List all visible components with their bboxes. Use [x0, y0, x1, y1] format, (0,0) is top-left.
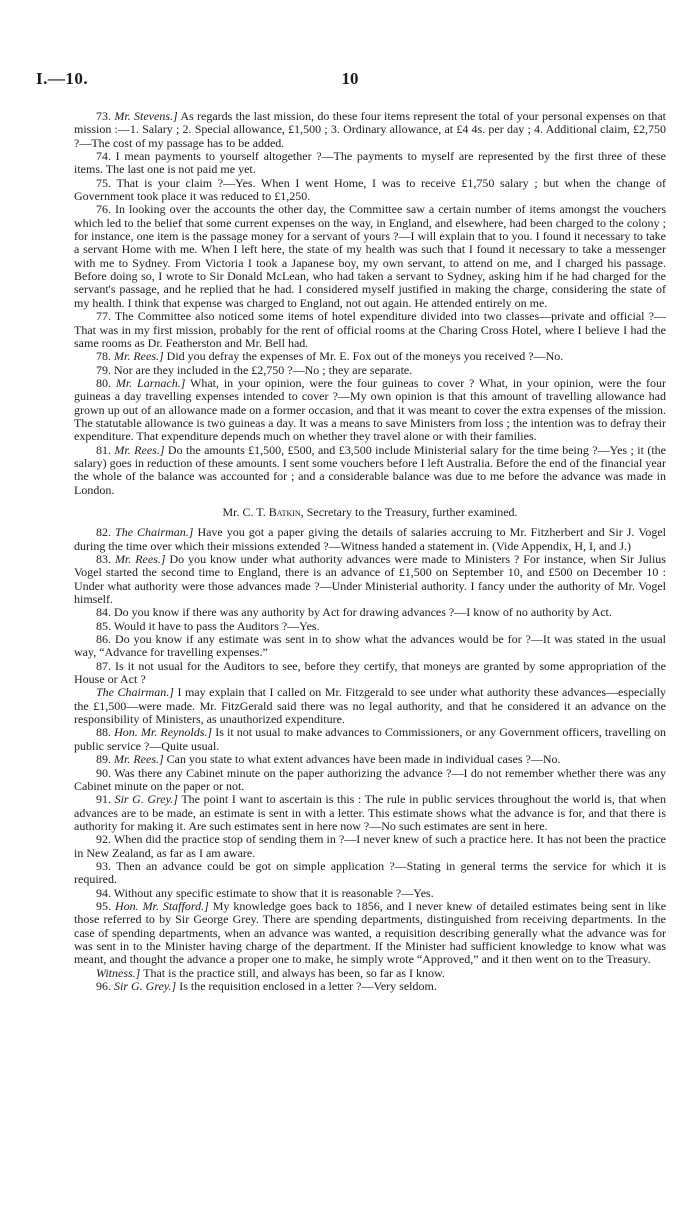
speaker-name: Mr. Rees.] — [114, 349, 164, 364]
question-number: 92. — [96, 832, 111, 847]
question-number: 77. — [96, 309, 111, 324]
question-number: 81. — [96, 442, 111, 457]
question-number: 75. — [96, 175, 111, 190]
testimony-paragraph — [74, 364, 666, 377]
paragraph-text: Would it have to pass the Auditors ?—Yes. — [113, 618, 320, 633]
question-number: 78. — [96, 349, 111, 364]
testimony-paragraph — [74, 726, 666, 753]
paragraph-text: Do you know if any estimate was sent in to show what the advances would be for ?—It was stated in the usual way, “Advance for travelling expenses.” — [74, 632, 666, 660]
testimony-paragraph — [74, 793, 666, 833]
paragraph-text: Without any specific estimate to show that it is reasonable ?—Yes. — [113, 885, 434, 900]
page-number: 10 — [341, 69, 359, 88]
paragraph-text: That is the practice still, and always has been, so far as I know. — [143, 965, 445, 980]
speaker-name: Mr. Stevens.] — [114, 109, 178, 123]
heading-prefix: Mr. C. T. — [222, 504, 266, 519]
paragraph-text: Do you know under what authority advances were made to Ministers ? For instance, when Sir Julius Vogel started the second time to England, there is an advance of £1,500 on September 10, and £500 on December 10 : Under what authority were those advances made ?—Under Ministerial authority. I fancy under the authority of Mr. Vogel himself. — [74, 552, 666, 607]
question-number: 82. — [96, 525, 111, 540]
speaker-name: The Chairman.] — [96, 685, 174, 700]
paragraph-text: Then an advance could be got on simple application ?—Stating in general terms the service for which it is required. — [74, 858, 666, 887]
speaker-name: Mr. Larnach.] — [115, 375, 186, 390]
question-number: 73. — [96, 109, 111, 123]
testimony-paragraph — [74, 203, 666, 310]
speaker-name: Sir G. Grey.] — [114, 792, 178, 807]
paragraph-text: Was there any Cabinet minute on the paper authorizing the advance ?—I do not remember whether there was any Cabinet minute on the paper or not. — [74, 765, 666, 793]
paragraph-text: Is it not usual to make advances to Commissioners, or any Government officers, travelling on public service ?—Quite usual. — [74, 725, 667, 753]
question-number: 76. — [96, 202, 111, 217]
document-id: I.—10. — [36, 69, 89, 88]
paragraph-text: Did you defray the expenses of Mr. E. Fox out of the moneys you received ?—No. — [166, 349, 564, 364]
testimony-section-a — [74, 110, 666, 497]
paragraph-text: Do you know if there was any authority by Act for drawing advances ?—I know of no authority by Act. — [114, 605, 612, 620]
testimony-paragraph — [74, 606, 666, 619]
question-number: 88. — [96, 725, 111, 740]
question-number: 80. — [96, 375, 111, 390]
question-number: 74. — [96, 149, 111, 164]
testimony-paragraph — [74, 620, 666, 633]
testimony-paragraph — [74, 967, 666, 980]
testimony-paragraph — [74, 900, 666, 967]
witness-heading — [74, 506, 666, 519]
testimony-paragraph — [74, 553, 666, 606]
paragraph-text: The Committee also noticed some items of hotel expenditure divided into two classes—private and official ?—That was in my first mission, probably for the rent of official rooms at the Charing Cross Hotel, where I believe I had the same rooms as Dr. Featherston and Mr. Bell had. — [74, 309, 666, 350]
testimony-section-b — [74, 526, 666, 993]
paragraph-text: As regards the last mission, do these four items represent the total of your personal expenses on that mission :—1. Salary ; 2. Special allowance, £1,500 ; 3. Ordinary allowance, at £4 4s. per day ; 4. Additional claim, £2,750 ?—The cost of my passage has to be added. — [74, 109, 666, 150]
testimony-paragraph — [74, 633, 666, 660]
paragraph-text: What, in your opinion, were the four guineas to cover ? What, in your opinion, were the four guineas a day travelling expenses intended to cover ?—My own opinion is that this amount of travelling allowance had grown up out of an allowance made on a former occasion, and that it was meant to cover the extra expenses of the mission. The statutable allowance is two guineas a day. It was a means to save Ministers from loss ; the intention was to defray their expenditure. That expenditure depends much on whether they travel alone or with their families. — [74, 375, 666, 444]
testimony-paragraph — [74, 833, 666, 860]
heading-suffix: , Secretary to the Treasury, further examined. — [300, 504, 518, 519]
testimony-paragraph — [74, 526, 666, 553]
testimony-paragraph — [74, 660, 666, 687]
paragraph-text: That is your claim ?—Yes. When I went Home, I was to receive £1,750 salary ; but when the change of Government took place it was reduced to £1,250. — [74, 175, 666, 204]
page-body — [74, 110, 666, 993]
question-number: 90. — [96, 765, 111, 780]
testimony-paragraph — [74, 686, 666, 726]
question-number: 91. — [96, 792, 111, 807]
question-number: 85. — [96, 618, 111, 633]
speaker-name: Mr. Rees.] — [114, 552, 166, 566]
testimony-paragraph — [74, 150, 666, 177]
speaker-name: Hon. Mr. Reynolds.] — [114, 725, 213, 740]
question-number: 84. — [96, 605, 111, 620]
paragraph-text: I may explain that I called on Mr. Fitzgerald to see under what authority these advances—especially the £1,500—were made. Mr. FitzGerald said there was no legal authority, and that he considered it an advance on the responsibility of Ministers, as unauthorized expenditure. — [74, 685, 667, 727]
question-number: 87. — [96, 658, 111, 673]
question-number: 93. — [96, 858, 111, 873]
question-number: 86. — [96, 632, 111, 647]
question-number: 95. — [96, 898, 111, 913]
paragraph-text: Can you state to what extent advances have been made in individual cases ?—No. — [166, 752, 561, 767]
paragraph-text: When did the practice stop of sending them in ?—I never knew of such a practice here. It has not been the practice in New Zealand, as far as I am aware. — [74, 832, 666, 860]
paragraph-text: Is the requisition enclosed in a letter ?—Very seldom. — [179, 979, 437, 993]
question-number: 79. — [96, 362, 111, 377]
paragraph-text: Is it not usual for the Auditors to see, before they certify, that moneys are granted by some appropriation of the House or Act ? — [74, 658, 666, 687]
testimony-paragraph — [74, 980, 666, 993]
question-number: 83. — [96, 552, 111, 566]
speaker-name: The Chairman.] — [115, 525, 194, 540]
testimony-paragraph — [74, 110, 666, 150]
question-number: 96. — [96, 979, 111, 993]
speaker-name: Hon. Mr. Stafford.] — [114, 898, 209, 913]
paragraph-text: Nor are they included in the £2,750 ?—No ; they are separate. — [114, 362, 413, 377]
paragraph-text: Do the amounts £1,500, £500, and £3,500 include Ministerial salary for the time being ?—Yes ; it (the salary) goes in reduction of these amounts. I sent some vouchers before I left Australia. Before the end of the financial year the whole of the balance was accounted for ; and a considerable balance was due to me before the advance was made in London. — [74, 442, 666, 497]
page-header — [36, 69, 664, 92]
question-number: 94. — [96, 885, 111, 900]
speaker-name: Witness.] — [96, 965, 141, 980]
paragraph-text: Have you got a paper giving the details of salaries accruing to Mr. Fitzherbert and Sir J. Vogel during the time over which their missions extended ?—Witness handed a statement in. (Vide Appendix, H, I, and J.) — [74, 525, 667, 553]
speaker-name: Sir G. Grey.] — [114, 979, 177, 993]
testimony-paragraph — [74, 444, 666, 497]
question-number: 89. — [96, 752, 111, 767]
testimony-paragraph — [74, 860, 666, 887]
testimony-paragraph — [74, 310, 666, 350]
testimony-paragraph — [74, 753, 666, 766]
speaker-name: Mr. Rees.] — [114, 752, 164, 767]
testimony-paragraph — [74, 350, 666, 363]
speaker-name: Mr. Rees.] — [114, 442, 165, 457]
testimony-paragraph — [74, 377, 666, 444]
paragraph-text: The point I want to ascertain is this : The rule in public services throughout the world is, that when advances are to be made, an estimate is sent in with a letter. This estimate shows what the advance is for, and that there is authority for making it. Are such estimates sent in here now ?—No such estimates are sent in here. — [74, 792, 666, 833]
testimony-paragraph — [74, 887, 666, 900]
paragraph-text: I mean payments to yourself altogether ?—The payments to myself are represented by the first three of these items. The last one is not paid me yet. — [74, 149, 667, 177]
testimony-paragraph — [74, 767, 666, 794]
witness-name: Batkin — [268, 504, 301, 519]
testimony-paragraph — [74, 177, 666, 204]
paragraph-text: My knowledge goes back to 1856, and I never knew of detailed estimates being sent in like those referred to by Sir George Grey. There are spending departments, distinguished from receiving departments. In the case of spending departments, when an advance was wanted, a requisition describing generally what the advance was for was sent in to the Minister having charge of the department. If the Minister had sufficient knowledge to know what was meant, and thought the advance a proper one to make, he simply wrote “Approved,” and it then went on to the Treasury. — [74, 898, 667, 967]
paragraph-text: In looking over the accounts the other day, the Committee saw a certain number of items amongst the vouchers which led to the belief that some current expenses on the way, in England, and elsewhere, had been charged to the colony ; for instance, one item is the passage money for a servant of yours ?—I will explain that to you. I found it necessary to take a servant Home with me. When I left here, the state of my health was such that I found it necessary to take a messenger with me to Sydney. From Victoria I took a Japanese boy, my own servant, to attend on me, and I charged his passage. Before doing so, I wrote to Sir Donald McLean, who had taken a servant to Sydney, asking him if he had charged for the servant's passage, and he replied that he had. I considered myself justified in making the charge, considering the state of my health. I think that expense was charged to England, not out again. He attended entirely on me. — [74, 202, 667, 310]
